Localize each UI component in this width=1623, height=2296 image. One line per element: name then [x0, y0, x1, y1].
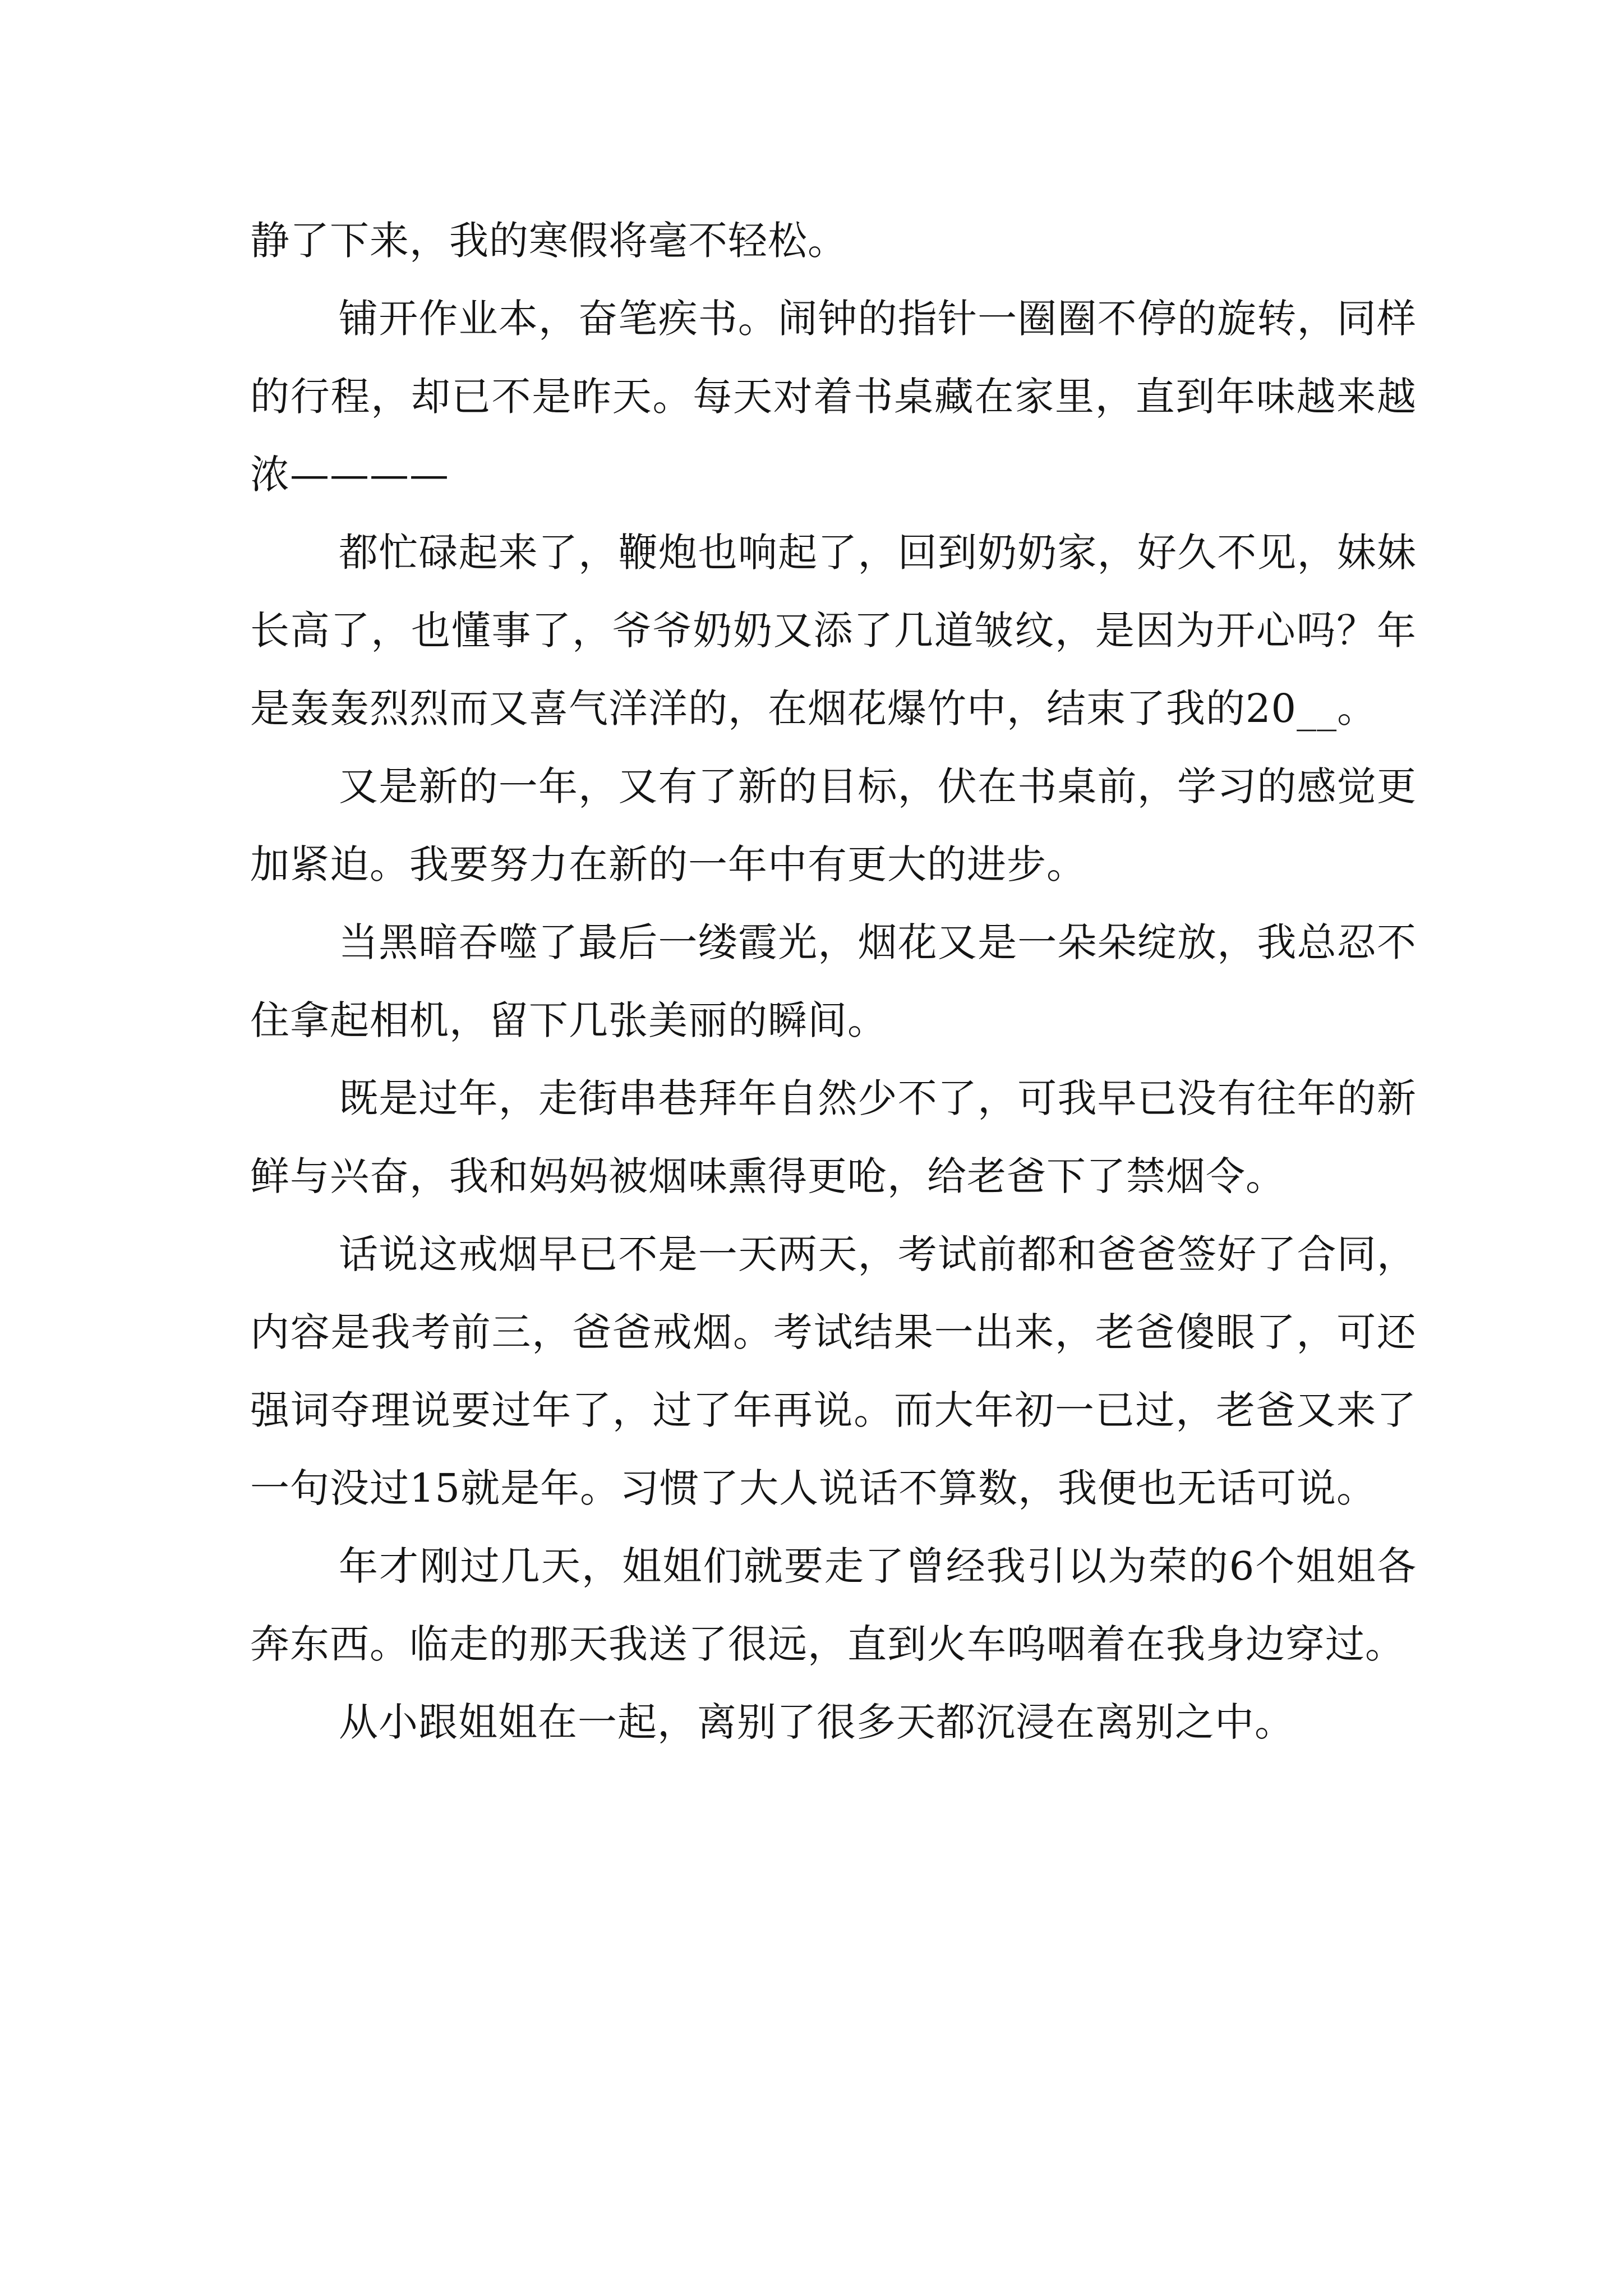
paragraph-2: 铺开作业本，奋笔疾书。闹钟的指针一圈圈不停的旋转，同样的行程，却已不是昨天。每天对着书桌藏在家里，直到年味越来越浓————	[250, 296, 1417, 498]
paragraph-5: 当黑暗吞噬了最后一缕霞光，烟花又是一朵朵绽放，我总忍不住拿起相机，留下几张美丽的瞬间。	[250, 919, 1417, 1043]
paragraph-8: 年才刚过几天，姐姐们就要走了曾经我引以为荣的6个姐姐各奔东西。临走的那天我送了很远，直到火车呜咽着在我身边穿过。	[250, 1543, 1417, 1667]
paragraph-4: 又是新的一年，又有了新的目标，伏在书桌前，学习的感觉更加紧迫。我要努力在新的一年中有更大的进步。	[250, 763, 1417, 887]
paragraph-6: 既是过年，走街串巷拜年自然少不了，可我早已没有往年的新鲜与兴奋，我和妈妈被烟味熏得更呛，给老爸下了禁烟令。	[250, 1075, 1417, 1199]
paragraph-1: 静了下来，我的寒假将毫不轻松。	[250, 218, 847, 264]
document-body	[250, 202, 1417, 1761]
paragraph-3: 都忙碌起来了，鞭炮也响起了，回到奶奶家，好久不见，妹妹长高了，也懂事了，爷爷奶奶又添了几道皱纹，是因为开心吗？年是轰轰烈烈而又喜气洋洋的，在烟花爆竹中，结束了我的20__。	[250, 530, 1417, 731]
paragraph-9: 从小跟姐姐在一起，离别了很多天都沉浸在离别之中。	[339, 1699, 1294, 1745]
paragraph-7: 话说这戒烟早已不是一天两天，考试前都和爸爸签好了合同，内容是我考前三，爸爸戒烟。考试结果一出来，老爸傻眼了，可还强词夺理说要过年了，过了年再说。而大年初一已过，老爸又来了一句没过15就是年。习惯了大人说话不算数，我便也无话可说。	[250, 1231, 1417, 1511]
